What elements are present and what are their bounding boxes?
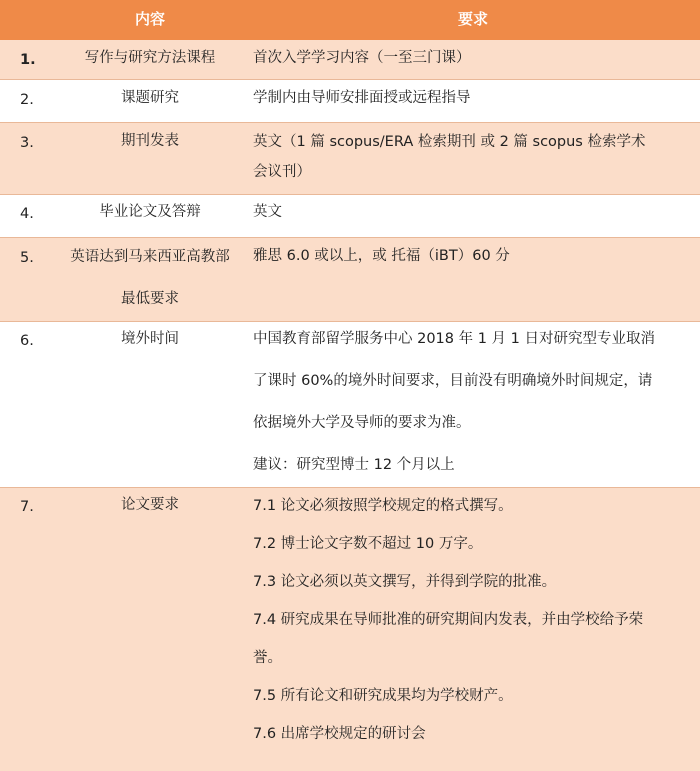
row-item: 论文要求 [121, 497, 179, 513]
requirement-line: 7.6 出席学校规定的研讨会 [253, 726, 426, 742]
requirement-line: 7.3 论文必须以英文撰写，并得到学院的批准。 [253, 574, 557, 590]
row-requirement [253, 43, 693, 73]
row-number: 2. [20, 92, 34, 108]
requirement-line: 7.5 所有论文和研究成果均为学校财产。 [253, 688, 513, 704]
row-number: 6. [20, 333, 34, 349]
row-item [54, 236, 246, 320]
requirement-line: 7.4 研究成果在导师批准的研究期间内发表，并由学校给予荣 [253, 612, 644, 628]
requirement-line: 英文 [253, 204, 282, 220]
row-item: 写作与研究方法课程 [84, 50, 216, 66]
row-number: 3. [20, 135, 34, 151]
row-item-line: 英语达到马来西亚高教部 [70, 249, 230, 265]
table-row [0, 322, 700, 488]
requirement-line: 建议：研究型博士 12 个月以上 [253, 457, 455, 473]
header-requirement-column: 要求 [457, 10, 488, 28]
requirement-line: 7.2 博士论文字数不超过 10 万字。 [253, 536, 483, 552]
requirement-line: 了课时 60%的境外时间要求，目前没有明确境外时间规定，请 [253, 373, 653, 389]
row-requirement [253, 127, 693, 187]
table-row [0, 195, 700, 238]
table-row [0, 80, 700, 123]
row-requirement [253, 197, 693, 227]
row-number: 5. [20, 250, 34, 266]
row-requirement [253, 241, 693, 271]
row-requirement [253, 318, 693, 486]
row-item-line: 最低要求 [121, 291, 179, 307]
row-item: 毕业论文及答辩 [99, 204, 201, 220]
row-item: 期刊发表 [121, 133, 179, 149]
row-number: 7. [20, 499, 34, 515]
row-requirement [253, 83, 693, 113]
requirement-line: 学制内由导师安排面授或远程指导 [253, 90, 471, 106]
requirement-line: 誉。 [253, 650, 282, 666]
requirement-line: 会议刊） [253, 164, 311, 180]
header-item-column: 内容 [134, 10, 165, 28]
table-header [0, 0, 700, 40]
table-row [0, 238, 700, 322]
row-requirement [253, 487, 693, 753]
row-item: 课题研究 [121, 90, 179, 106]
requirement-line: 首次入学学习内容（一至三门课） [253, 50, 471, 66]
table-row [0, 123, 700, 195]
requirement-line: 7.1 论文必须按照学校规定的格式撰写。 [253, 498, 513, 514]
requirement-line: 英文（1 篇 scopus/ERA 检索期刊 或 2 篇 scopus 检索学术 [253, 134, 646, 150]
row-number: 1. [20, 52, 36, 68]
row-item: 境外时间 [121, 331, 179, 347]
requirement-line: 中国教育部留学服务中心 2018 年 1 月 1 日对研究型专业取消 [253, 331, 656, 347]
table-row [0, 488, 700, 771]
requirement-line: 依据境外大学及导师的要求为准。 [253, 415, 471, 431]
table-row [0, 40, 700, 80]
row-number: 4. [20, 206, 34, 222]
requirement-line: 雅思 6.0 或以上，或 托福（iBT）60 分 [253, 248, 510, 264]
